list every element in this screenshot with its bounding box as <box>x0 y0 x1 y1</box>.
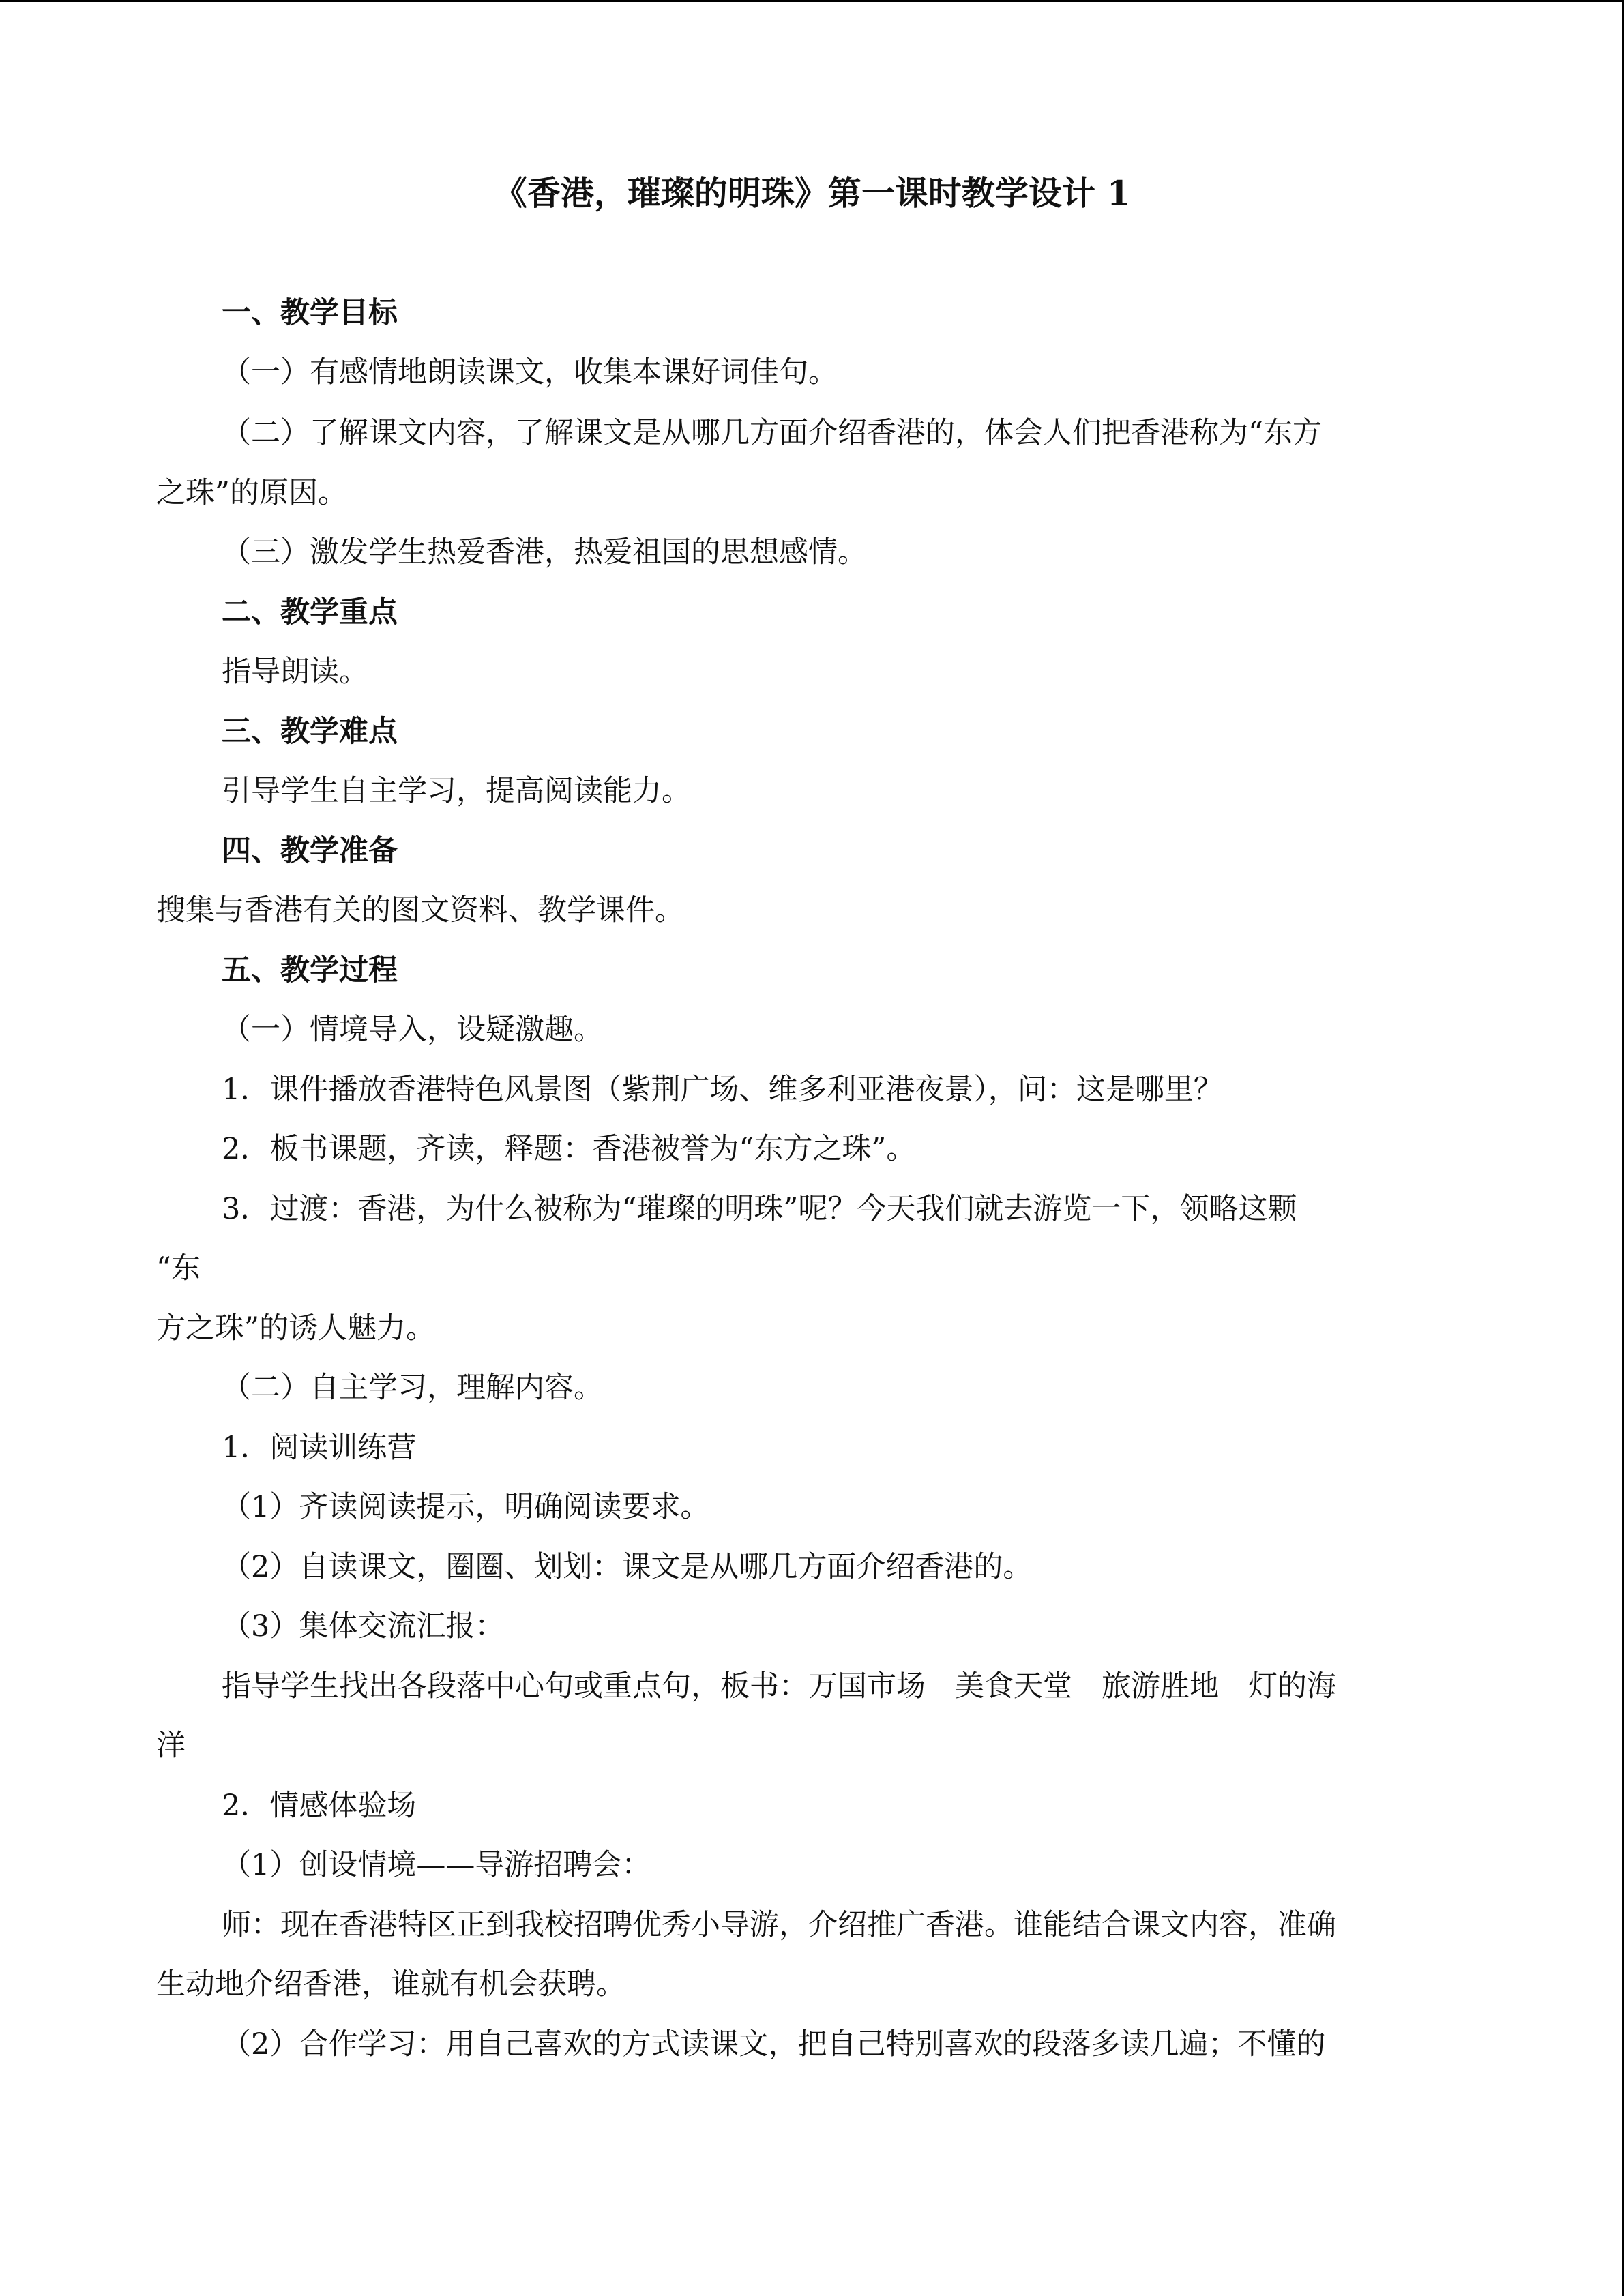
paragraph-line: （三）激发学生热爱香港，热爱祖国的思想感情。 <box>222 535 867 569</box>
paragraph-line: （1）创设情境——导游招聘会： <box>222 1848 651 1882</box>
section-heading-key-points: 二、教学重点 <box>222 595 398 629</box>
paragraph-line: 搜集与香港有关的图文资料、教学课件。 <box>156 893 684 927</box>
paragraph-line: 方之珠”的诱人魅力。 <box>156 1311 435 1345</box>
section-heading-preparation: 四、教学准备 <box>222 834 398 868</box>
paragraph-line: 指导朗读。 <box>222 655 368 689</box>
section-heading-objectives: 一、教学目标 <box>222 296 398 330</box>
paragraph-line: 2．情感体验场 <box>222 1789 417 1823</box>
section-heading-process: 五、教学过程 <box>222 953 398 987</box>
paragraph-line: （3）集体交流汇报： <box>222 1609 505 1643</box>
paragraph-line: （一）有感情地朗读课文，收集本课好词佳句。 <box>222 355 838 389</box>
paragraph-line: （二）自主学习，理解内容。 <box>222 1371 603 1405</box>
paragraph-line: （一）情境导入，设疑激趣。 <box>222 1013 603 1047</box>
paragraph-line: 3．过渡：香港，为什么被称为“璀璨的明珠”呢？今天我们就去游览一下，领略这颗 <box>222 1192 1297 1226</box>
paragraph-line: 1．阅读训练营 <box>222 1431 417 1465</box>
document-title: 《香港，璀璨的明珠》第一课时教学设计 1 <box>493 173 1131 213</box>
paragraph-line: 洋 <box>156 1729 186 1763</box>
paragraph-line: 指导学生找出各段落中心句或重点句，板书：万国市场 美食天堂 旅游胜地 灯的海 <box>222 1669 1336 1703</box>
paragraph-line: 之珠”的原因。 <box>156 476 347 510</box>
section-heading-difficulties: 三、教学难点 <box>222 715 398 749</box>
paragraph-line: 生动地介绍香港，谁就有机会获聘。 <box>156 1967 625 2001</box>
paragraph-line: （1）齐读阅读提示，明确阅读要求。 <box>222 1490 710 1524</box>
paragraph-line: 2．板书课题，齐读，释题：香港被誉为“东方之珠”。 <box>222 1132 916 1166</box>
paragraph-line: 引导学生自主学习，提高阅读能力。 <box>222 774 691 808</box>
paragraph-line: （2）合作学习：用自己喜欢的方式读课文，把自己特别喜欢的段落多读几遍；不懂的 <box>222 2027 1326 2061</box>
paragraph-line: 师：现在香港特区正到我校招聘优秀小导游，介绍推广香港。谁能结合课文内容，准确 <box>222 1908 1336 1942</box>
paragraph-line: （二）了解课文内容，了解课文是从哪几方面介绍香港的，体会人们把香港称为“东方 <box>222 416 1322 450</box>
paragraph-line: （2）自读课文，圈圈、划划：课文是从哪几方面介绍香港的。 <box>222 1550 1033 1584</box>
paragraph-line: 1．课件播放香港特色风景图（紫荆广场、维多利亚港夜景），问：这是哪里？ <box>222 1073 1223 1107</box>
paragraph-line: “东 <box>156 1251 201 1285</box>
